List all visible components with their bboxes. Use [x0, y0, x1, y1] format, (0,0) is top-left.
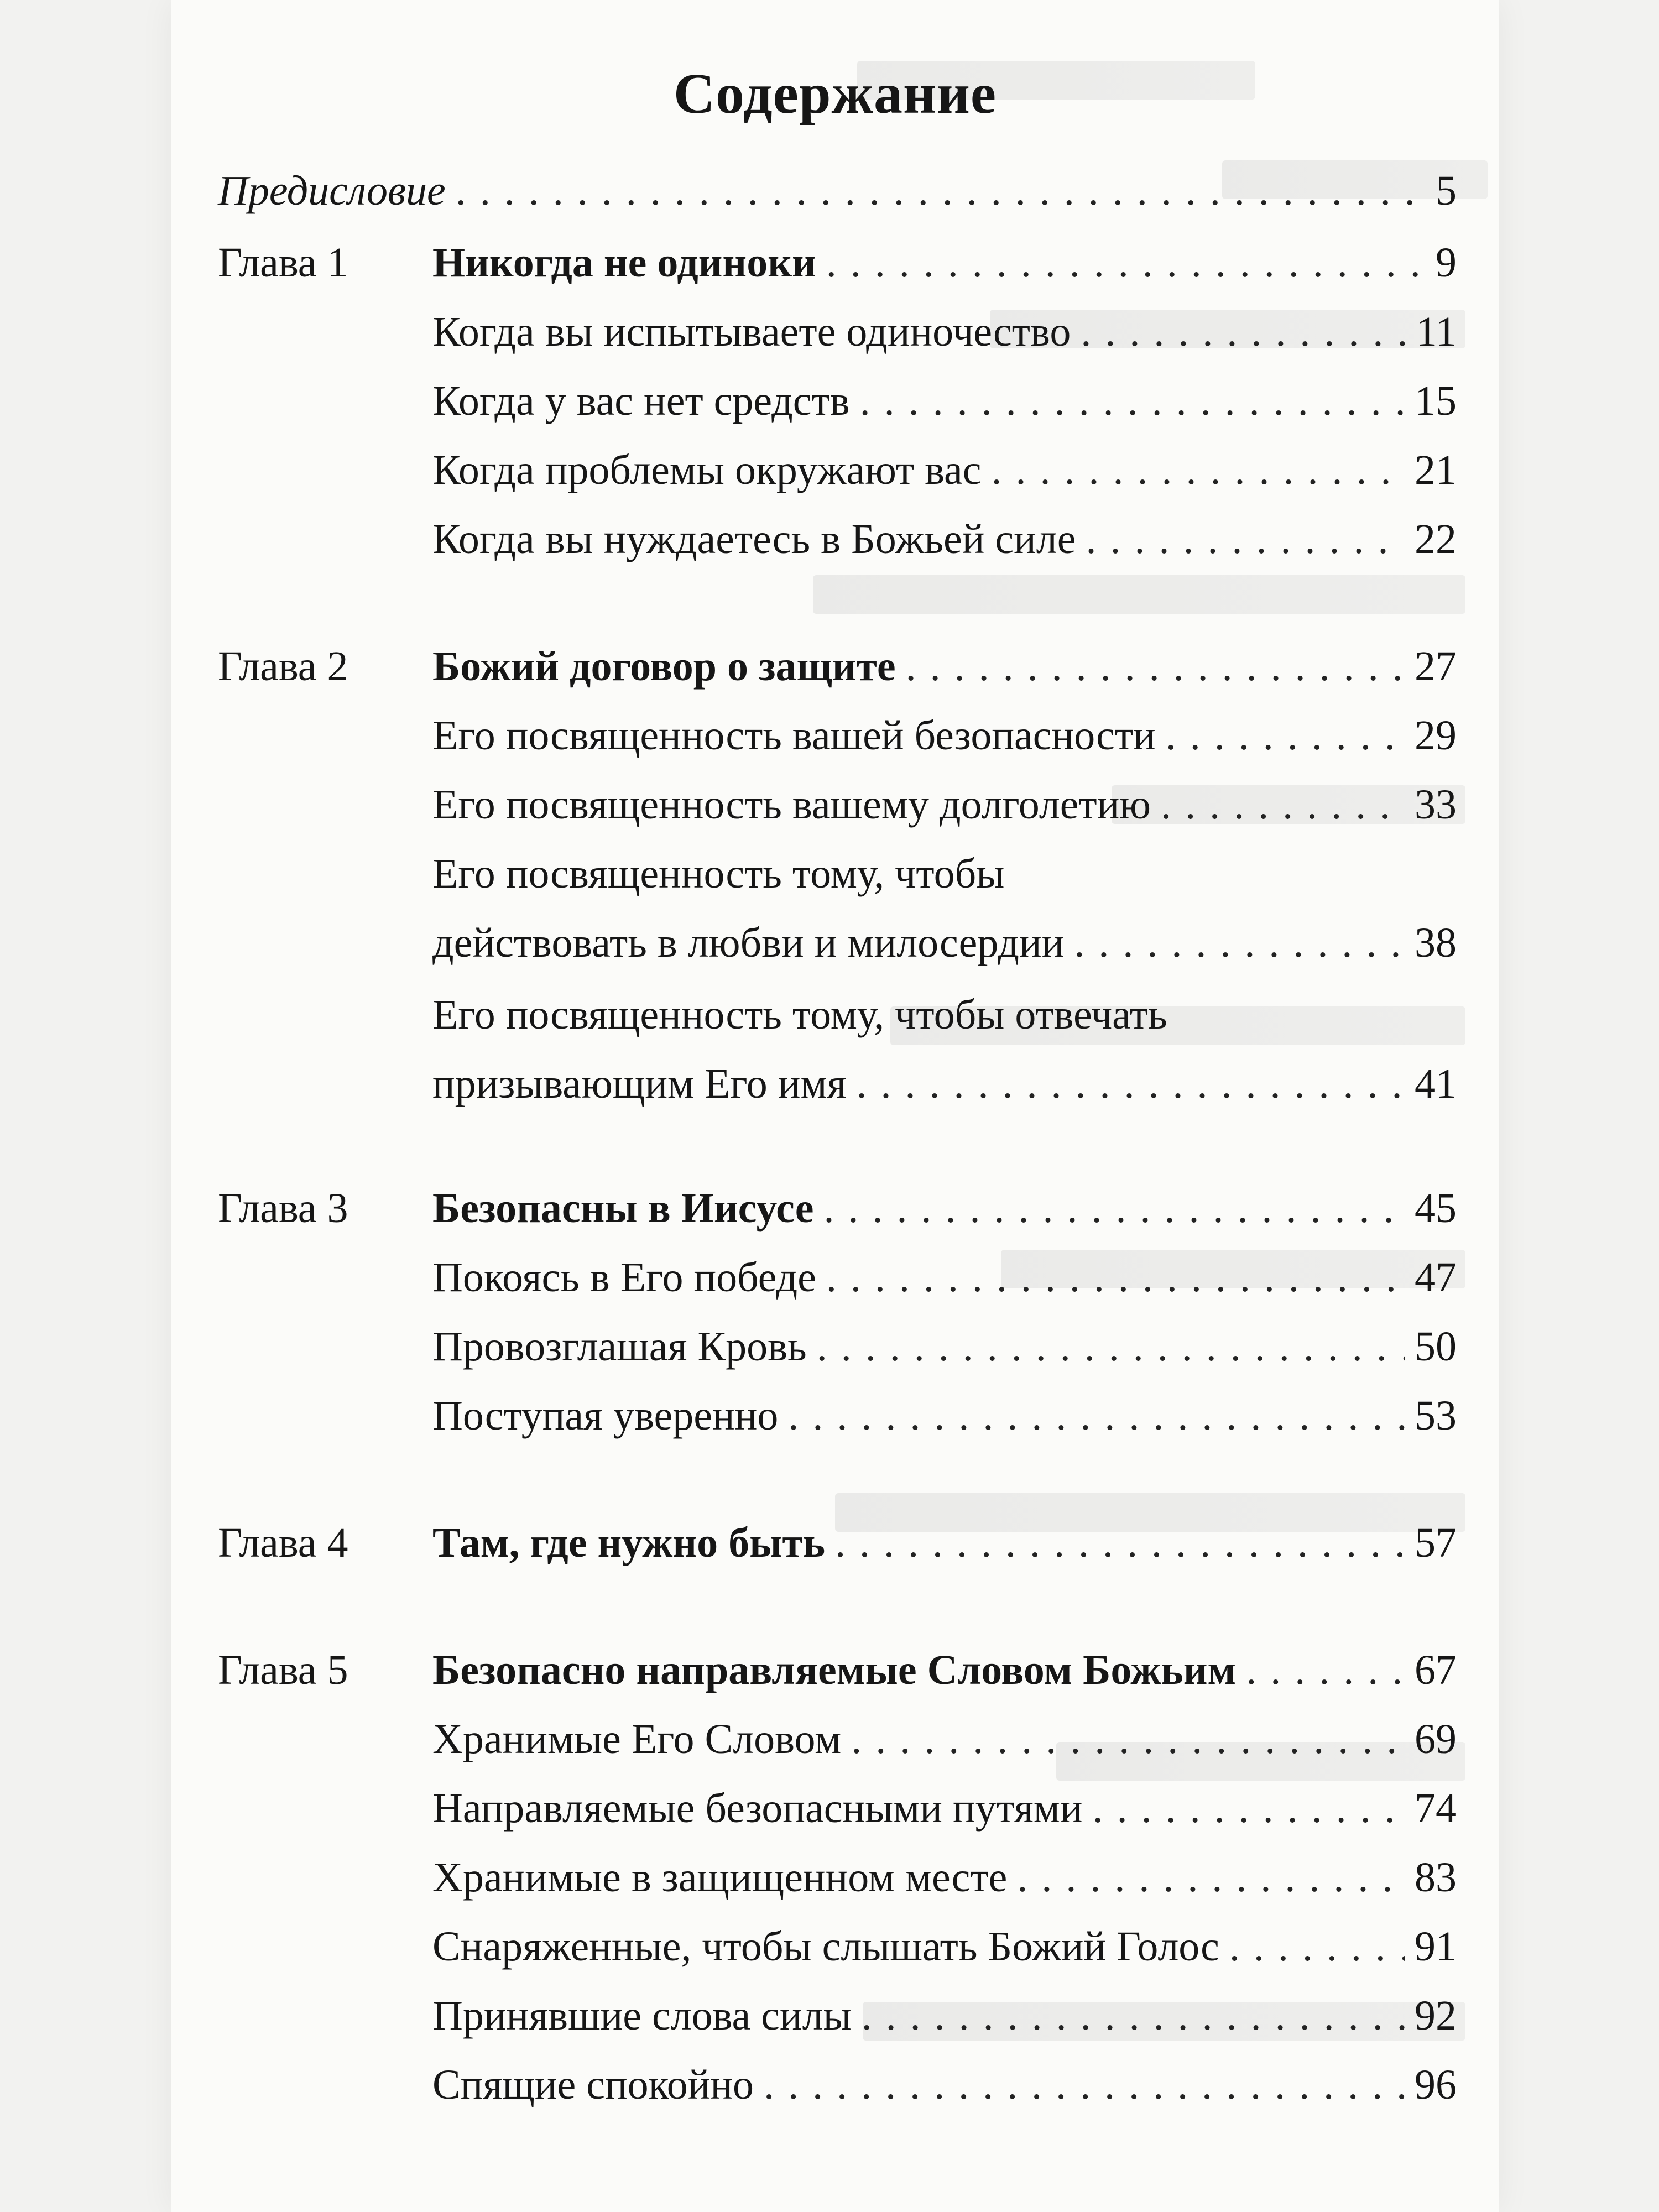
toc-section-row [218, 1316, 1457, 1377]
toc-entry-title: Никогда не одиноки [432, 239, 816, 286]
toc-preface-row [218, 160, 1457, 221]
toc-entry-title: Когда у вас нет средств [432, 378, 850, 424]
toc-page-number: 67 [1415, 1647, 1457, 1693]
toc-chapter-number: Глава 5 [218, 1647, 348, 1693]
toc-entry-title: Спящие спокойно [432, 2062, 754, 2108]
toc-entry-title: Снаряженные, чтобы слышать Божий Голос [432, 1923, 1219, 1970]
toc-dot-leader [764, 2054, 1405, 2115]
toc-entry [432, 1385, 1457, 1446]
toc-dot-leader [1161, 774, 1405, 835]
toc-dot-leader [826, 232, 1426, 293]
toc-section-row [218, 371, 1457, 431]
toc-entry [432, 1985, 1457, 2046]
toc-dot-leader [456, 160, 1426, 221]
toc-entry-title: призывающим Его имя [432, 1061, 847, 1107]
toc-entry [432, 774, 1457, 835]
toc-entry [432, 636, 1457, 697]
toc-entry-title: Безопасны в Иисусе [432, 1185, 814, 1232]
toc-dot-leader [826, 1247, 1405, 1308]
toc-chapter-number: Глава 4 [218, 1520, 348, 1566]
toc-entry-title: Поступая уверенно [432, 1392, 779, 1439]
toc-section-row [218, 509, 1457, 570]
toc-entry [432, 440, 1457, 500]
toc-chapter-row [218, 1512, 1457, 1573]
toc-dot-leader [1086, 509, 1405, 570]
toc-chapter-row [218, 1178, 1457, 1239]
toc-page-number: 45 [1415, 1185, 1457, 1232]
toc-entry [432, 1316, 1457, 1377]
toc-entry-title: Когда вы нуждаетесь в Божьей силе [432, 516, 1076, 562]
toc-page-number: 96 [1415, 2062, 1457, 2108]
toc-entry [432, 2054, 1457, 2115]
toc-dot-leader [857, 1053, 1405, 1114]
toc-dot-leader [860, 371, 1405, 431]
toc-section-row [218, 301, 1457, 362]
toc-section-row [218, 984, 1457, 1045]
toc-entry-title: Его посвященность тому, чтобы отвечать [432, 992, 1167, 1038]
toc-section-row [218, 1847, 1457, 1908]
toc-section-row [218, 2054, 1457, 2115]
toc-section-row [218, 1247, 1457, 1308]
toc-dot-leader [823, 1178, 1405, 1239]
book-page [171, 0, 1499, 2212]
toc-dot-leader [991, 440, 1405, 500]
toc-chapter-number: Глава 2 [218, 643, 348, 690]
toc-entry-title: действовать в любви и милосердии [432, 920, 1065, 966]
table-of-contents [171, 0, 1499, 2212]
toc-entry [432, 1709, 1457, 1770]
toc-entry-title: Предисловие [218, 168, 446, 214]
toc-dot-leader [817, 1316, 1405, 1377]
toc-entry-title: Его посвященность вашему долголетию [432, 781, 1151, 828]
toc-section-row [218, 1985, 1457, 2046]
toc-chapter-number: Глава 3 [218, 1185, 348, 1232]
toc-entry-title: Безопасно направляемые Словом Божьим [432, 1647, 1237, 1693]
toc-section-row [218, 1916, 1457, 1977]
toc-entry-title: Провозглашая Кровь [432, 1323, 807, 1370]
toc-dot-leader [1166, 705, 1405, 766]
toc-page-number: 5 [1436, 168, 1457, 214]
toc-page-number: 57 [1415, 1520, 1457, 1566]
toc-entry [432, 371, 1457, 431]
toc-entry-title: Когда вы испытываете одиночество [432, 309, 1071, 355]
toc-section-row [218, 774, 1457, 835]
toc-entry [432, 1640, 1457, 1700]
toc-section-row [218, 1385, 1457, 1446]
toc-entry [432, 912, 1457, 973]
toc-page-number: 11 [1416, 309, 1457, 355]
toc-dot-leader [788, 1385, 1405, 1446]
toc-page-number: 15 [1415, 378, 1457, 424]
toc-entry [432, 1778, 1457, 1839]
toc-page-number: 53 [1415, 1392, 1457, 1439]
toc-page-number: 22 [1415, 516, 1457, 562]
toc-entry-title: Когда проблемы окружают вас [432, 447, 982, 493]
toc-chapter-number: Глава 1 [218, 239, 348, 286]
toc-page-number: 47 [1415, 1254, 1457, 1301]
toc-page-number: 21 [1415, 447, 1457, 493]
toc-dot-leader [851, 1709, 1405, 1770]
toc-page-number: 91 [1415, 1923, 1457, 1970]
toc-entry [432, 1847, 1457, 1908]
toc-entry-title: Хранимые Его Словом [432, 1716, 842, 1762]
toc-section-row [218, 440, 1457, 500]
toc-chapter-row [218, 636, 1457, 697]
toc-entry-title: Его посвященность тому, чтобы [432, 851, 1005, 897]
toc-chapter-row [218, 232, 1457, 293]
toc-page-number: 29 [1415, 712, 1457, 759]
toc-page-number: 69 [1415, 1716, 1457, 1762]
toc-page-number: 83 [1415, 1854, 1457, 1901]
toc-entry [432, 984, 1457, 1045]
toc-page-number: 74 [1415, 1785, 1457, 1832]
toc-entry [432, 1916, 1457, 1977]
toc-page-number: 92 [1415, 1992, 1457, 2039]
toc-dot-leader [1229, 1916, 1405, 1977]
toc-section-row [218, 912, 1457, 973]
toc-page-number: 38 [1415, 920, 1457, 966]
toc-chapter-row [218, 1640, 1457, 1700]
toc-section-row [218, 705, 1457, 766]
toc-entry-title: Покоясь в Его победе [432, 1254, 816, 1301]
toc-dot-leader [906, 636, 1405, 697]
toc-entry [218, 160, 1457, 221]
toc-entry-title: Божий договор о защите [432, 643, 896, 690]
toc-dot-leader [1017, 1847, 1405, 1908]
toc-entry-title: Его посвященность вашей безопасности [432, 712, 1156, 759]
toc-entry-title: Хранимые в защищенном месте [432, 1854, 1008, 1901]
toc-entry-title: Принявшие слова силы [432, 1992, 852, 2039]
toc-dot-leader [862, 1985, 1405, 2046]
toc-page-number: 41 [1415, 1061, 1457, 1107]
toc-dot-leader [1246, 1640, 1405, 1700]
toc-dot-leader [1081, 301, 1406, 362]
toc-section-row [218, 1709, 1457, 1770]
toc-section-row [218, 1053, 1457, 1114]
toc-dot-leader [1093, 1778, 1405, 1839]
toc-page-number: 9 [1436, 239, 1457, 286]
toc-entry [432, 1178, 1457, 1239]
toc-entry [432, 232, 1457, 293]
toc-page-number: 50 [1415, 1323, 1457, 1370]
toc-page-number: 33 [1415, 781, 1457, 828]
toc-entry [432, 705, 1457, 766]
toc-entry [432, 1247, 1457, 1308]
toc-entry [432, 843, 1457, 904]
toc-dot-leader [1074, 912, 1405, 973]
toc-entry [432, 1512, 1457, 1573]
page-title: Содержание [673, 62, 997, 126]
toc-page-number: 27 [1415, 643, 1457, 690]
toc-entry [432, 301, 1457, 362]
toc-entry [432, 1053, 1457, 1114]
toc-dot-leader [835, 1512, 1405, 1573]
toc-entry-title: Там, где нужно быть [432, 1520, 826, 1566]
toc-section-row [218, 1778, 1457, 1839]
toc-section-row [218, 843, 1457, 904]
toc-entry-title: Направляемые безопасными путями [432, 1785, 1083, 1832]
toc-entry [432, 509, 1457, 570]
